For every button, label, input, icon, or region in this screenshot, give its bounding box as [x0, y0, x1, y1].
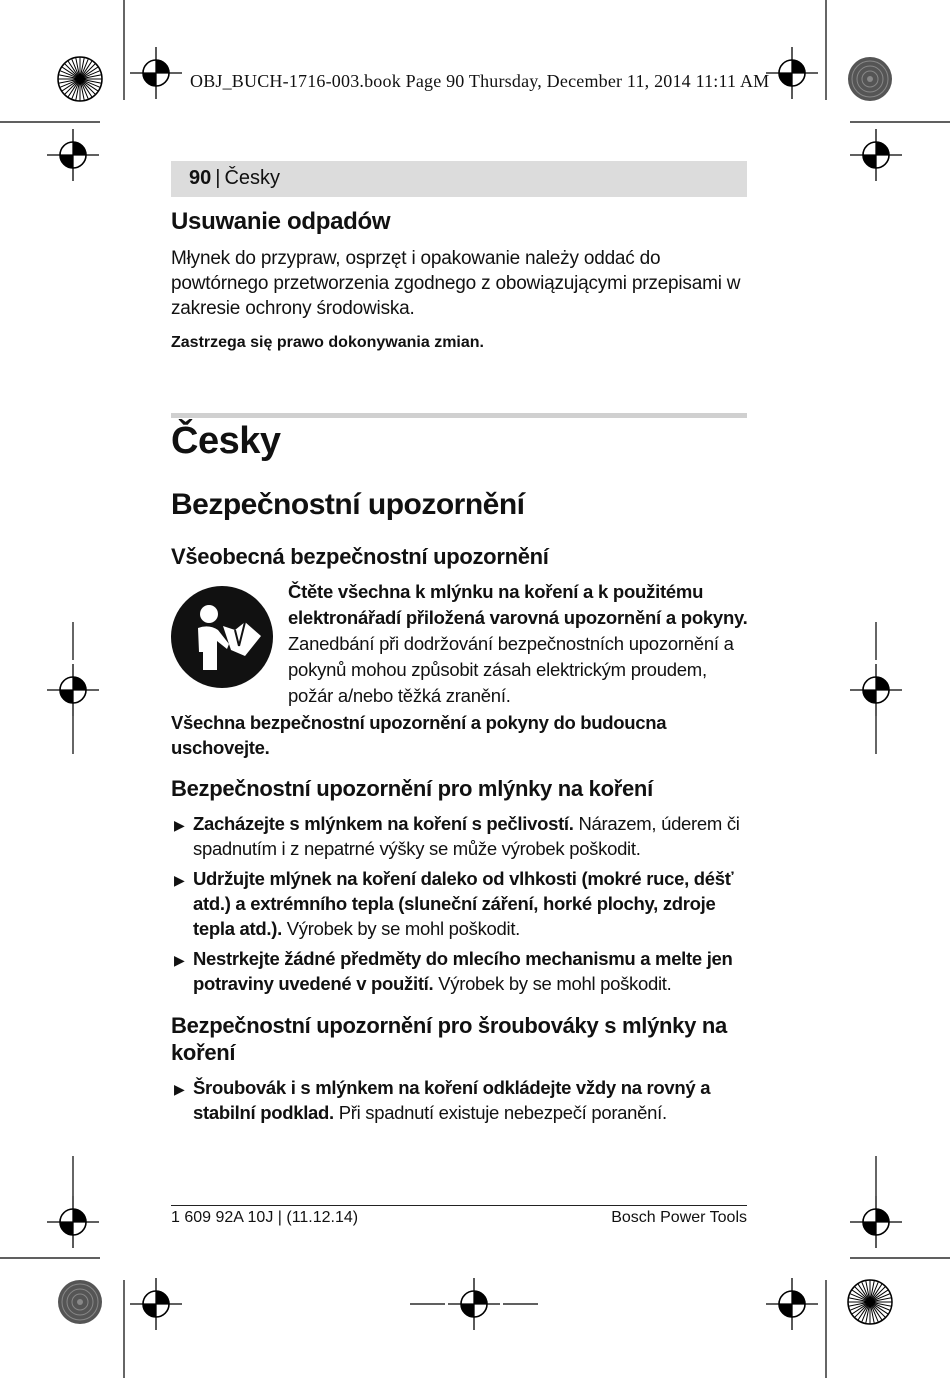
- polish-disposal-text: Młynek do przypraw, osprzęt i opakowanie należy oddać do powtórnego przetworzenia zgodnego z obowiązującymi przepisami w zakresie ochrony środowiska.: [171, 248, 741, 319]
- grinder-bullet-2: [174, 866, 748, 941]
- triangle-bullet-icon: ▶: [174, 872, 185, 888]
- footer-brand: Bosch Power Tools: [611, 1209, 747, 1226]
- keep-instructions-text: Všechna bezpečnostní upozornění a pokyny do budoucna uschovejte.: [171, 712, 667, 758]
- read-instructions-text: [288, 579, 748, 709]
- footer-rule: [171, 1205, 747, 1206]
- safety-heading: Bezpečnostní upozornění: [171, 488, 525, 521]
- grinder-safety-heading: Bezpečnostní upozornění pro mlýnky na koření: [171, 776, 653, 801]
- print-slug-line: OBJ_BUCH-1716-003.book Page 90 Thursday, December 11, 2014 11:11 AM: [190, 71, 770, 91]
- header-language: Česky: [224, 167, 281, 189]
- section-divider: [171, 413, 747, 418]
- screwdriver-bullet-1: [174, 1075, 748, 1125]
- bullet-text: Výrobek by se mohl poškodit.: [433, 973, 672, 994]
- screwdriver-safety-heading: Bezpečnostní upozornění pro šroubováky s mlýnky na koření: [171, 1013, 727, 1065]
- footer-doc-number: 1 609 92A 10J | (11.12.14): [171, 1209, 359, 1226]
- grinder-bullet-1: [174, 811, 748, 861]
- triangle-bullet-icon: ▶: [174, 1081, 185, 1097]
- grinder-bullet-3: [174, 946, 748, 996]
- page-header-bar: [171, 161, 747, 197]
- read-instructions-rest: Zanedbání při dodržování bezpečnostních upozornění a pokynů mohou způsobit zásah elektrickým proudem, požár a/nebo těžká zranění.: [288, 633, 734, 706]
- read-instructions-bold: Čtěte všechna k mlýnku na koření a k použitému elektronářadí přiložená varovná upozornění a pokyny.: [288, 581, 748, 628]
- triangle-bullet-icon: ▶: [174, 817, 185, 833]
- general-safety-heading: Všeobecná bezpečnostní upozornění: [171, 544, 549, 569]
- bullet-bold: Šroubovák i s mlýnkem na koření odkládejte vždy na rovný a stabilní podklad.: [193, 1077, 711, 1123]
- bullet-text: Nárazem, úderem či spadnutím i z nepatrné výšky se může výrobek poškodit.: [193, 813, 740, 859]
- polish-disposal-heading: Usuwanie odpadów: [171, 208, 391, 235]
- bullet-text: Výrobek by se mohl poškodit.: [281, 918, 521, 939]
- page-number: 90: [189, 167, 212, 189]
- header-separator: |: [215, 167, 221, 189]
- bullet-bold: Udržujte mlýnek na koření daleko od vlhkosti (mokré ruce, déšť atd.) a extrémního tepla (sluneční záření, horké plochy, zdroje tepla atd.).: [193, 868, 734, 939]
- triangle-bullet-icon: ▶: [174, 952, 185, 968]
- language-title: Česky: [171, 420, 281, 462]
- read-manual-icon: [171, 586, 273, 688]
- bullet-text: Při spadnutí existuje nebezpečí poranění.: [333, 1102, 667, 1123]
- bullet-bold: Nestrkejte žádné předměty do mlecího mechanismu a melte jen potraviny uvedené v použití.: [193, 948, 733, 994]
- polish-change-note: Zastrzega się prawo dokonywania zmian.: [171, 334, 484, 351]
- bullet-bold: Zacházejte s mlýnkem na koření s pečlivostí.: [193, 813, 574, 834]
